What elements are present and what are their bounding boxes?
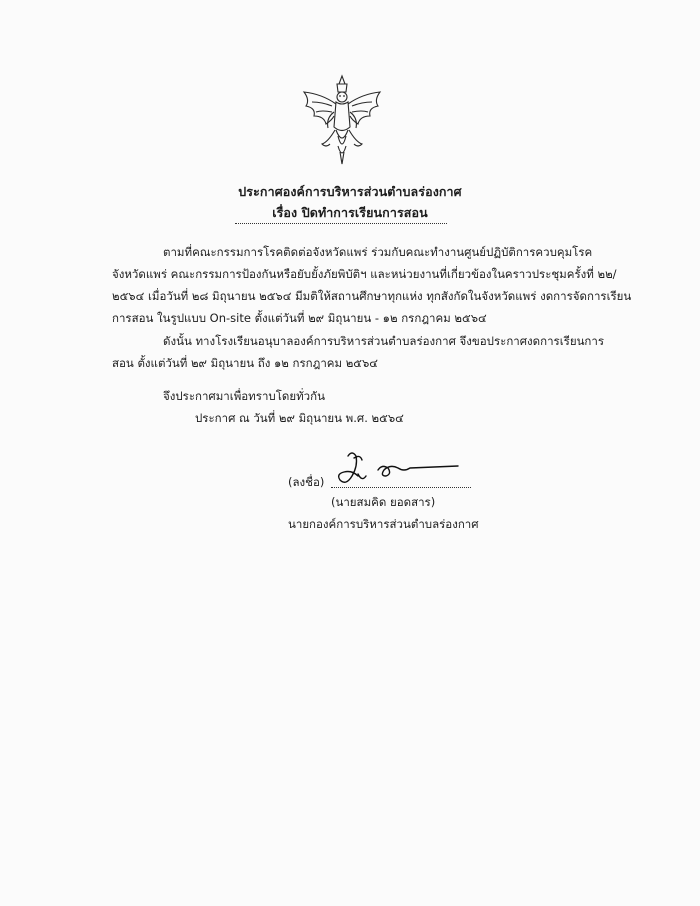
garuda-emblem-icon [292,72,392,172]
signatory-name: (นายสมคิด ยอดสาร) [331,495,436,509]
body-line: ๒๕๖๔ เมื่อวันที่ ๒๘ มิถุนายน ๒๕๖๔ มีมติให้สถานศึกษาทุกแห่ง ทุกสังกัดในจังหวัดแพร่ งดการจัดการเรียน [112,289,632,303]
body-line: สอน ตั้งแต่วันที่ ๒๙ มิถุนายน ถึง ๑๒ กรกฎาคม ๒๕๖๔ [112,356,379,370]
body-line: จังหวัดแพร่ คณะกรรมการป้องกันหรือยับยั้งภัยพิบัติฯ และหน่วยงานที่เกี่ยวข้องในคราวประชุมครั้งที่ ๒๒/ [112,267,617,281]
signatory-position: นายกองค์การบริหารส่วนตำบลร่องกาศ [288,517,479,531]
body-line: ตามที่คณะกรรมการโรคติดต่อจังหวัดแพร่ ร่วมกับคณะทำงานศูนย์ปฏิบัติการควบคุมโรค [163,245,593,259]
closing-line: จึงประกาศมาเพื่อทราบโดยทั่วกัน [163,389,325,403]
announcement-date: ประกาศ ณ วันที่ ๒๙ มิถุนายน พ.ศ. ๒๕๖๔ [195,411,404,425]
announcement-subject: เรื่อง ปิดทำการเรียนการสอน [272,205,428,220]
title-divider [235,223,447,224]
body-line: การสอน ในรูปแบบ On-site ตั้งแต่วันที่ ๒๙ มิถุนายน - ๑๒ กรกฎาคม ๒๕๖๔ [112,311,487,325]
handwritten-signature [318,446,468,496]
body-line: ดังนั้น ทางโรงเรียนอนุบาลองค์การบริหารส่วนตำบลร่องกาศ จึงขอประกาศงดการเรียนการ [163,334,605,348]
announcement-title: ประกาศองค์การบริหารส่วนตำบลร่องกาศ [238,184,462,199]
signature-prefix: (ลงชื่อ) [288,475,325,489]
